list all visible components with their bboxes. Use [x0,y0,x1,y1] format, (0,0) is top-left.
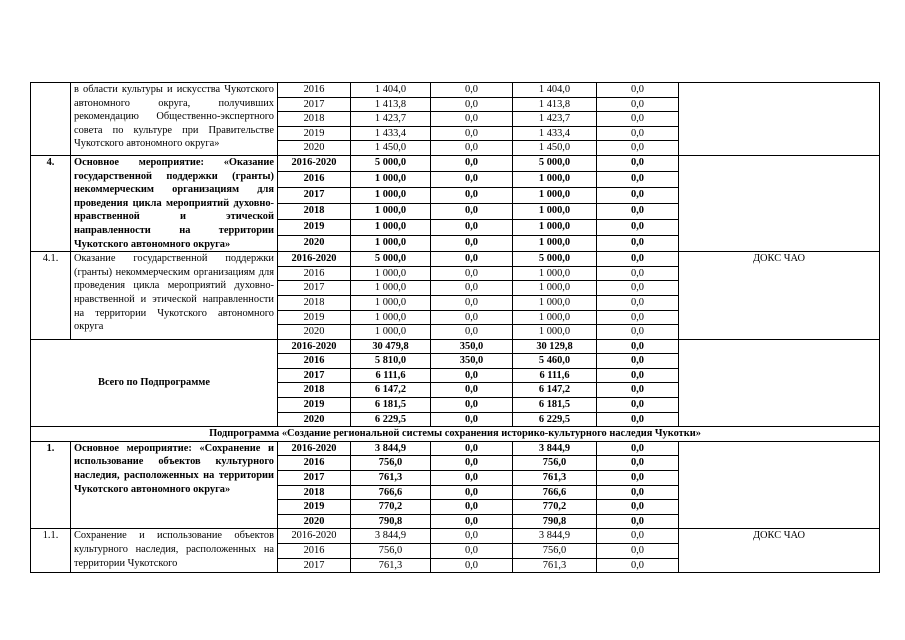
regional-amount-cell: 790,8 [513,514,597,529]
total-amount-cell: 1 423,7 [351,112,431,127]
total-amount-cell: 756,0 [351,544,431,559]
federal-amount-cell: 0,0 [431,112,513,127]
table-row [31,252,880,267]
total-amount-cell: 1 000,0 [351,310,431,325]
other-amount-cell: 0,0 [597,339,679,354]
regional-amount-cell: 1 000,0 [513,220,597,236]
table-row [31,529,880,544]
total-amount-cell: 1 000,0 [351,220,431,236]
other-amount-cell: 0,0 [597,155,679,171]
year-cell: 2018 [278,383,351,398]
total-amount-cell: 761,3 [351,558,431,573]
total-amount-cell: 790,8 [351,514,431,529]
regional-amount-cell: 5 000,0 [513,155,597,171]
regional-amount-cell: 1 433,4 [513,126,597,141]
year-cell: 2020 [278,141,351,156]
regional-amount-cell: 1 000,0 [513,325,597,340]
total-amount-cell: 1 000,0 [351,295,431,310]
regional-amount-cell: 1 000,0 [513,310,597,325]
year-cell: 2016-2020 [278,529,351,544]
total-amount-cell: 6 229,5 [351,412,431,427]
year-cell: 2018 [278,485,351,500]
year-cell: 2020 [278,412,351,427]
federal-amount-cell: 0,0 [431,171,513,187]
row-number-cell: 4.1. [31,252,71,340]
federal-amount-cell: 0,0 [431,126,513,141]
other-amount-cell: 0,0 [597,325,679,340]
total-amount-cell: 30 479,8 [351,339,431,354]
other-amount-cell: 0,0 [597,368,679,383]
regional-amount-cell: 5 460,0 [513,354,597,369]
total-amount-cell: 6 147,2 [351,383,431,398]
year-cell: 2016 [278,266,351,281]
federal-amount-cell: 0,0 [431,456,513,471]
year-cell: 2019 [278,220,351,236]
total-amount-cell: 5 000,0 [351,252,431,267]
responsible-executor-cell [679,155,880,251]
year-cell: 2020 [278,325,351,340]
total-amount-cell: 3 844,9 [351,441,431,456]
other-amount-cell: 0,0 [597,188,679,204]
federal-amount-cell: 0,0 [431,398,513,413]
regional-amount-cell: 756,0 [513,456,597,471]
federal-amount-cell: 350,0 [431,354,513,369]
regional-amount-cell: 6 229,5 [513,412,597,427]
total-amount-cell: 1 450,0 [351,141,431,156]
measure-name-cell: Сохранение и использование объектов культурного наследия, расположенных на территории Чукотского [71,529,278,573]
section-title-row [31,427,880,442]
federal-amount-cell: 0,0 [431,529,513,544]
federal-amount-cell: 0,0 [431,188,513,204]
year-cell: 2020 [278,236,351,252]
regional-amount-cell: 761,3 [513,558,597,573]
year-cell: 2019 [278,310,351,325]
year-cell: 2017 [278,471,351,486]
federal-amount-cell: 0,0 [431,500,513,515]
total-amount-cell: 1 413,8 [351,97,431,112]
other-amount-cell: 0,0 [597,171,679,187]
total-amount-cell: 1 000,0 [351,204,431,220]
federal-amount-cell: 0,0 [431,544,513,559]
other-amount-cell: 0,0 [597,83,679,98]
federal-amount-cell: 0,0 [431,220,513,236]
regional-amount-cell: 1 000,0 [513,188,597,204]
total-amount-cell: 1 000,0 [351,281,431,296]
measure-name-cell: в области культуры и искусства Чукотского автономного округа, получивших рекомендацию Общественно-экспертного совета по культуре при Правительстве Чукотского автономного округа» [71,83,278,156]
federal-amount-cell: 0,0 [431,441,513,456]
other-amount-cell: 0,0 [597,204,679,220]
other-amount-cell: 0,0 [597,281,679,296]
table-row [31,441,880,456]
total-amount-cell: 1 000,0 [351,171,431,187]
responsible-executor-cell [679,441,880,529]
total-amount-cell: 1 000,0 [351,188,431,204]
other-amount-cell: 0,0 [597,558,679,573]
other-amount-cell: 0,0 [597,412,679,427]
other-amount-cell: 0,0 [597,398,679,413]
other-amount-cell: 0,0 [597,295,679,310]
year-cell: 2016 [278,456,351,471]
total-amount-cell: 6 111,6 [351,368,431,383]
section-title-cell: Подпрограмма «Создание региональной системы сохранения историко-культурного наследия Чукотки» [31,427,880,442]
regional-amount-cell: 1 404,0 [513,83,597,98]
regional-amount-cell: 1 000,0 [513,236,597,252]
other-amount-cell: 0,0 [597,141,679,156]
year-cell: 2020 [278,514,351,529]
year-cell: 2019 [278,500,351,515]
table-row [31,83,880,98]
year-cell: 2016 [278,354,351,369]
federal-amount-cell: 0,0 [431,558,513,573]
total-amount-cell: 1 000,0 [351,266,431,281]
other-amount-cell: 0,0 [597,471,679,486]
budget-table [30,82,880,573]
regional-amount-cell: 1 000,0 [513,295,597,310]
total-amount-cell: 5 000,0 [351,155,431,171]
responsible-executor-cell: ДОКС ЧАО [679,252,880,340]
total-amount-cell: 3 844,9 [351,529,431,544]
total-amount-cell: 756,0 [351,456,431,471]
federal-amount-cell: 0,0 [431,266,513,281]
other-amount-cell: 0,0 [597,441,679,456]
federal-amount-cell: 0,0 [431,155,513,171]
regional-amount-cell: 770,2 [513,500,597,515]
federal-amount-cell: 0,0 [431,310,513,325]
year-cell: 2016-2020 [278,155,351,171]
other-amount-cell: 0,0 [597,266,679,281]
regional-amount-cell: 1 000,0 [513,281,597,296]
row-number-cell: 1.1. [31,529,71,573]
regional-amount-cell: 1 000,0 [513,204,597,220]
total-amount-cell: 770,2 [351,500,431,515]
federal-amount-cell: 0,0 [431,295,513,310]
other-amount-cell: 0,0 [597,310,679,325]
year-cell: 2017 [278,97,351,112]
total-amount-cell: 1 000,0 [351,325,431,340]
row-number-cell [31,83,71,156]
regional-amount-cell: 766,6 [513,485,597,500]
other-amount-cell: 0,0 [597,252,679,267]
regional-amount-cell: 1 423,7 [513,112,597,127]
year-cell: 2018 [278,295,351,310]
year-cell: 2016-2020 [278,441,351,456]
federal-amount-cell: 0,0 [431,471,513,486]
year-cell: 2017 [278,281,351,296]
year-cell: 2016-2020 [278,339,351,354]
total-amount-cell: 1 000,0 [351,236,431,252]
year-cell: 2019 [278,126,351,141]
other-amount-cell: 0,0 [597,485,679,500]
federal-amount-cell: 0,0 [431,236,513,252]
total-amount-cell: 5 810,0 [351,354,431,369]
federal-amount-cell: 0,0 [431,97,513,112]
other-amount-cell: 0,0 [597,236,679,252]
other-amount-cell: 0,0 [597,354,679,369]
total-amount-cell: 1 433,4 [351,126,431,141]
federal-amount-cell: 0,0 [431,412,513,427]
total-amount-cell: 766,6 [351,485,431,500]
measure-name-cell: Основное мероприятие: «Сохранение и использование объектов культурного наследия, расположенных на территории Чукотского автономного округа» [71,441,278,529]
responsible-executor-cell: ДОКС ЧАО [679,529,880,573]
other-amount-cell: 0,0 [597,456,679,471]
federal-amount-cell: 0,0 [431,83,513,98]
other-amount-cell: 0,0 [597,500,679,515]
regional-amount-cell: 6 181,5 [513,398,597,413]
other-amount-cell: 0,0 [597,220,679,236]
regional-amount-cell: 1 450,0 [513,141,597,156]
federal-amount-cell: 0,0 [431,485,513,500]
federal-amount-cell: 0,0 [431,383,513,398]
total-amount-cell: 6 181,5 [351,398,431,413]
federal-amount-cell: 350,0 [431,339,513,354]
regional-amount-cell: 1 000,0 [513,266,597,281]
year-cell: 2017 [278,368,351,383]
year-cell: 2017 [278,558,351,573]
regional-amount-cell: 30 129,8 [513,339,597,354]
regional-amount-cell: 761,3 [513,471,597,486]
other-amount-cell: 0,0 [597,126,679,141]
measure-name-cell: Основное мероприятие: «Оказание государственной поддержки (гранты) некоммерческим организациям для проведения цикла мероприятий духовно-нравственной и этической направленности на территории Чукотского автономного округа» [71,155,278,251]
year-cell: 2016 [278,171,351,187]
year-cell: 2018 [278,204,351,220]
federal-amount-cell: 0,0 [431,252,513,267]
federal-amount-cell: 0,0 [431,325,513,340]
responsible-executor-cell [679,83,880,156]
year-cell: 2019 [278,398,351,413]
other-amount-cell: 0,0 [597,97,679,112]
table-row [31,339,880,354]
federal-amount-cell: 0,0 [431,514,513,529]
row-number-cell: 1. [31,441,71,529]
regional-amount-cell: 5 000,0 [513,252,597,267]
table-row [31,155,880,171]
federal-amount-cell: 0,0 [431,368,513,383]
other-amount-cell: 0,0 [597,514,679,529]
federal-amount-cell: 0,0 [431,141,513,156]
other-amount-cell: 0,0 [597,529,679,544]
year-cell: 2016 [278,83,351,98]
regional-amount-cell: 3 844,9 [513,441,597,456]
regional-amount-cell: 756,0 [513,544,597,559]
other-amount-cell: 0,0 [597,544,679,559]
federal-amount-cell: 0,0 [431,204,513,220]
row-number-cell: 4. [31,155,71,251]
year-cell: 2018 [278,112,351,127]
measure-name-cell: Оказание государственной поддержки (гранты) некоммерческим организациям для проведения цикла мероприятий духовно-нравственной и этической направленности на территории Чукотского автономного округа [71,252,278,340]
year-cell: 2016-2020 [278,252,351,267]
total-amount-cell: 761,3 [351,471,431,486]
regional-amount-cell: 6 147,2 [513,383,597,398]
other-amount-cell: 0,0 [597,112,679,127]
regional-amount-cell: 6 111,6 [513,368,597,383]
regional-amount-cell: 1 000,0 [513,171,597,187]
year-cell: 2016 [278,544,351,559]
responsible-executor-cell [679,339,880,427]
budget-table-sheet [30,82,879,573]
group-name-cell: Всего по Подпрограмме [31,339,278,427]
other-amount-cell: 0,0 [597,383,679,398]
table-body [31,83,880,573]
regional-amount-cell: 3 844,9 [513,529,597,544]
regional-amount-cell: 1 413,8 [513,97,597,112]
total-amount-cell: 1 404,0 [351,83,431,98]
federal-amount-cell: 0,0 [431,281,513,296]
year-cell: 2017 [278,188,351,204]
